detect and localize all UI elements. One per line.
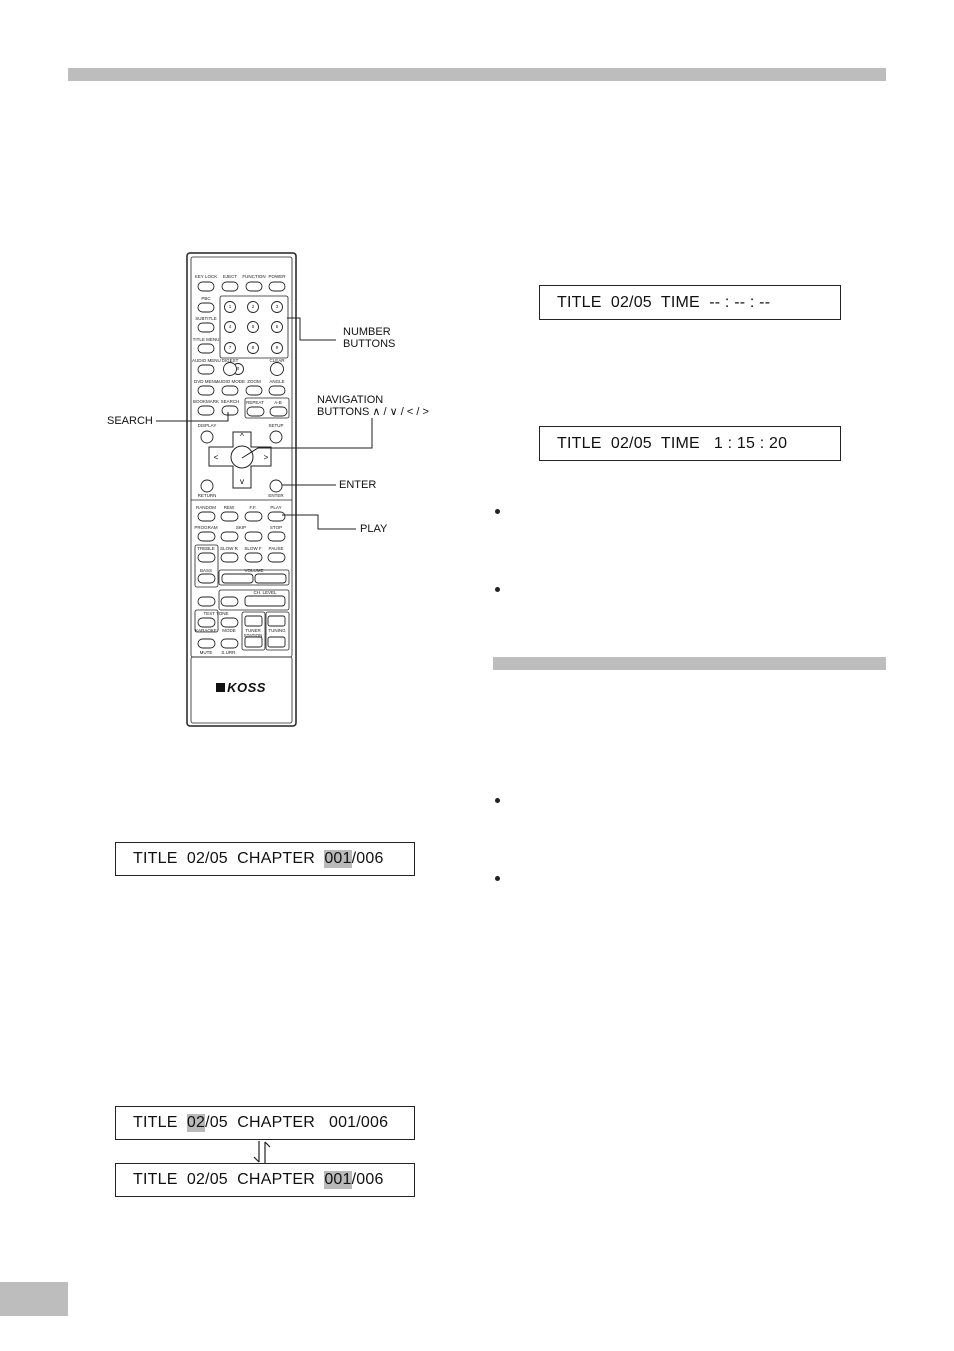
title-select-prefix: TITLE (133, 1114, 187, 1131)
chapter-select-highlight: 001 (324, 1171, 352, 1188)
digit-8: 8 (251, 345, 255, 350)
bullet-point (495, 509, 500, 514)
karaoke-label: KARAOKE (195, 628, 217, 633)
digit-1: 1 (228, 304, 232, 309)
mute-label: MUTE (199, 650, 213, 655)
display-label: DISPLAY (197, 423, 217, 428)
slow-r-label: SLOW R (220, 546, 238, 551)
treble-label: TREBLE (197, 546, 215, 551)
title-select-display (115, 1106, 415, 1140)
ff-label: F.F. (249, 505, 257, 510)
bullet-point (495, 587, 500, 592)
digit-0: 0 (236, 366, 240, 371)
number-buttons-callout-line2: BUTTONS (343, 338, 396, 350)
digit-2: 2 (251, 304, 255, 309)
digit-7: 7 (228, 345, 232, 350)
digit-4: 4 (228, 324, 232, 329)
svg-text:>: > (263, 453, 269, 462)
title-select-highlight: 02 (186, 1114, 206, 1131)
koss-logo-text: KOSS (227, 679, 266, 695)
audio-mode-label: AUDIO MODE (216, 379, 246, 384)
dvd-menu-label: DVD MENU (193, 379, 218, 384)
random-label: RANDOM (196, 505, 216, 510)
enter-callout: ENTER (339, 479, 377, 491)
time-display-blank: TITLE 02/05 TIME -- : -- : -- (539, 285, 841, 320)
digit-6: 6 (275, 324, 279, 329)
digit-5: 5 (251, 324, 255, 329)
clear-label: CLEAR (269, 358, 285, 363)
function-label: FUNCTION (242, 274, 266, 279)
tuner-station-label: TUNER STATION (243, 628, 263, 638)
chapter-display-suffix: /006 (351, 850, 384, 867)
zoom-label: ZOOM (247, 379, 261, 384)
toggle-arrows-icon (248, 1140, 276, 1164)
digit-3: 3 (275, 304, 279, 309)
ab-label: A-B (274, 400, 282, 405)
navigation-buttons-callout-line2: BUTTONS ∧ / ∨ / < / > (317, 406, 429, 418)
pause-label: PAUSE (268, 546, 284, 551)
repeat-label: REPEAT (246, 400, 264, 405)
play-callout: PLAY (360, 523, 388, 535)
mode-label: MODE (222, 628, 236, 633)
surr-label: S.URR. (221, 650, 237, 655)
bookmark-label: BOOKMARK (192, 399, 219, 404)
chapter-display-highlight: 001 (324, 850, 352, 867)
chapter-select-suffix: /006 (351, 1171, 384, 1188)
title-menu-label: TITLE MENU (192, 337, 220, 342)
volume-label: VOLUME (244, 568, 264, 573)
search-callout: SEARCH (107, 415, 153, 427)
time-display-set: TITLE 02/05 TIME 1 : 15 : 20 (539, 426, 841, 461)
page-number-box (0, 1282, 68, 1316)
digest-label: DIGEST (221, 358, 239, 363)
test-tone-label: TEST TONE (203, 611, 229, 616)
subtitle-label: SUBTITLE (195, 316, 217, 321)
bullet-point (495, 798, 500, 803)
digit-9: 9 (275, 345, 279, 350)
power-label: POWER (268, 274, 286, 279)
slow-f-label: SLOW F (244, 546, 262, 551)
pbc-label: PBC (201, 296, 211, 301)
navigation-buttons-callout-line1: NAVIGATION (317, 394, 384, 406)
skip-label: SKIP (235, 525, 247, 530)
program-label: PROGRAM (194, 525, 218, 530)
play-label: PLAY (270, 505, 282, 510)
title-select-suffix: /05 CHAPTER 001/006 (205, 1114, 389, 1131)
bullet-point (495, 876, 500, 881)
tuning-label: TUNING (268, 628, 286, 633)
angle-label: ANGLE (269, 379, 285, 384)
chapter-select-display (115, 1163, 415, 1197)
svg-text:<: < (213, 453, 219, 462)
setup-label: SETUP (268, 423, 284, 428)
return-label: RETURN (197, 493, 217, 498)
navigation-buttons-callout (317, 394, 429, 418)
stop-label: STOP (269, 525, 283, 530)
chapter-select-prefix: TITLE 02/05 CHAPTER (133, 1171, 325, 1188)
enter-label: ENTER (268, 493, 284, 498)
audio-menu-label: AUDIO MENU (192, 358, 221, 363)
number-buttons-callout-line1: NUMBER (343, 326, 391, 338)
number-buttons-callout (343, 326, 395, 350)
rew-label: REW (223, 505, 235, 510)
chapter-display-prefix: TITLE 02/05 CHAPTER (133, 850, 325, 867)
ch-level-label: CH. LEVEL (253, 590, 277, 595)
svg-text:v: v (240, 477, 244, 486)
key-lock-label: KEY LOCK (194, 274, 218, 279)
bass-label: BASS (199, 568, 212, 573)
eject-label: EJECT (222, 274, 238, 279)
search-label: SEARCH (220, 399, 240, 404)
svg-text:^: ^ (240, 432, 244, 441)
chapter-display (115, 842, 415, 876)
